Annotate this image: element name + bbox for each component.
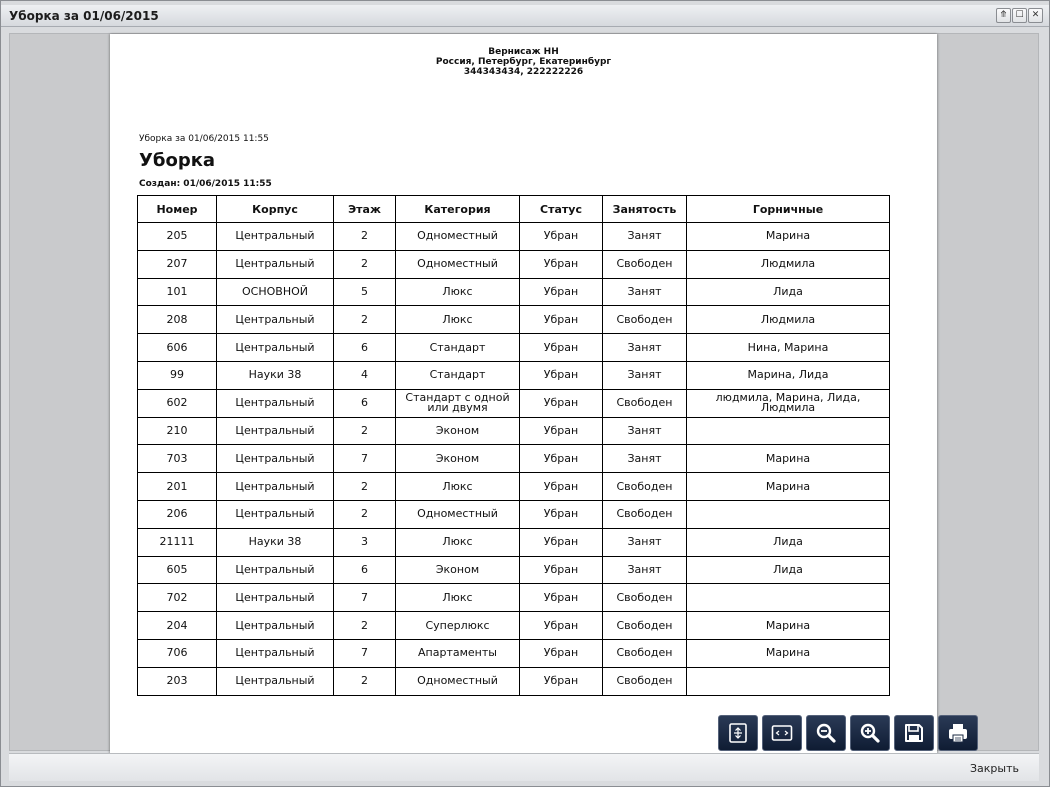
dialog-footer — [9, 753, 1039, 781]
table-row — [138, 278, 890, 306]
table-row — [138, 528, 890, 556]
table-row — [138, 250, 890, 278]
table-cell: Лида — [687, 556, 890, 584]
table-cell: 101 — [138, 278, 217, 306]
viewer-toolbar — [716, 713, 980, 753]
table-cell: Люкс — [396, 278, 520, 306]
title-bar[interactable] — [1, 5, 1049, 27]
table-cell: 5 — [334, 278, 396, 306]
table-cell: Свободен — [603, 306, 687, 334]
close-button[interactable]: Закрыть — [970, 762, 1019, 775]
table-row — [138, 223, 890, 251]
table-cell: 21111 — [138, 528, 217, 556]
table-body — [138, 223, 890, 696]
table-cell: Убран — [520, 556, 603, 584]
table-cell: Центральный — [217, 667, 334, 695]
table-cell: Одноместный — [396, 500, 520, 528]
table-cell: Убран — [520, 667, 603, 695]
table-row — [138, 473, 890, 501]
table-cell: Занят — [603, 556, 687, 584]
table-cell: Свободен — [603, 667, 687, 695]
table-row — [138, 639, 890, 667]
table-cell: Центральный — [217, 306, 334, 334]
table-cell: Нина, Марина — [687, 334, 890, 362]
table-row — [138, 445, 890, 473]
table-cell: 3 — [334, 528, 396, 556]
table-cell: Апартаменты — [396, 639, 520, 667]
table-cell: Центральный — [217, 250, 334, 278]
table-row — [138, 417, 890, 445]
table-cell: 7 — [334, 445, 396, 473]
table-cell: Занят — [603, 223, 687, 251]
zoom-in-icon — [859, 722, 881, 744]
table-cell: 2 — [334, 667, 396, 695]
table-row — [138, 556, 890, 584]
table-cell: Центральный — [217, 334, 334, 362]
print-icon — [947, 722, 969, 744]
table-cell: Стандарт — [396, 361, 520, 389]
window-title: Уборка за 01/06/2015 — [9, 9, 159, 23]
table-cell: Одноместный — [396, 223, 520, 251]
table-cell: Люкс — [396, 584, 520, 612]
table-cell: Эконом — [396, 556, 520, 584]
table-cell: 99 — [138, 361, 217, 389]
table-cell: Марина — [687, 473, 890, 501]
table-cell: Убран — [520, 445, 603, 473]
company-phones: 344343434, 222222226 — [463, 67, 584, 77]
table-cell: Занят — [603, 334, 687, 362]
table-cell: Занят — [603, 445, 687, 473]
table-cell: Центральный — [217, 500, 334, 528]
table-cell: Центральный — [217, 612, 334, 640]
table-cell: 2 — [334, 500, 396, 528]
table-cell: Свободен — [603, 612, 687, 640]
table-row — [138, 667, 890, 695]
table-cell: Лида — [687, 278, 890, 306]
table-cell: 7 — [334, 584, 396, 612]
table-cell: 206 — [138, 500, 217, 528]
zoom-out-button[interactable] — [806, 715, 846, 751]
close-window-button[interactable]: ✕ — [1028, 8, 1043, 23]
table-cell: Центральный — [217, 556, 334, 584]
table-cell: 602 — [138, 389, 217, 417]
table-cell: 6 — [334, 556, 396, 584]
table-cell: Убран — [520, 500, 603, 528]
table-cell: Убран — [520, 306, 603, 334]
table-cell — [687, 417, 890, 445]
fit-page-button[interactable] — [718, 715, 758, 751]
report-title: Уборка — [139, 150, 216, 171]
zoom-in-button[interactable] — [850, 715, 890, 751]
table-cell: Центральный — [217, 417, 334, 445]
column-header: Корпус — [217, 196, 334, 223]
company-name: Вернисаж НН — [488, 47, 559, 57]
table-cell: Занят — [603, 278, 687, 306]
table-cell: 208 — [138, 306, 217, 334]
table-row — [138, 584, 890, 612]
table-cell: Убран — [520, 639, 603, 667]
table-cell: Убран — [520, 250, 603, 278]
table-cell: Центральный — [217, 473, 334, 501]
table-cell: Одноместный — [396, 667, 520, 695]
table-row — [138, 361, 890, 389]
table-cell: Марина — [687, 223, 890, 251]
table-cell: 6 — [334, 389, 396, 417]
company-header — [110, 47, 937, 77]
table-cell: Марина, Лида — [687, 361, 890, 389]
table-cell: 207 — [138, 250, 217, 278]
save-button[interactable] — [894, 715, 934, 751]
table-cell: 702 — [138, 584, 217, 612]
table-cell: 605 — [138, 556, 217, 584]
table-cell: Свободен — [603, 584, 687, 612]
table-cell: 2 — [334, 223, 396, 251]
table-cell: Эконом — [396, 445, 520, 473]
table-cell: 204 — [138, 612, 217, 640]
table-cell: Убран — [520, 223, 603, 251]
table-cell: Убран — [520, 278, 603, 306]
table-cell: Занят — [603, 528, 687, 556]
table-cell: Свободен — [603, 473, 687, 501]
table-cell: 203 — [138, 667, 217, 695]
table-cell: 7 — [334, 639, 396, 667]
table-cell: Марина — [687, 612, 890, 640]
table-cell: Убран — [520, 612, 603, 640]
table-cell: Людмила — [687, 306, 890, 334]
table-cell: Стандарт с одной или двумя — [396, 389, 520, 417]
table-cell: Убран — [520, 528, 603, 556]
table-cell: 210 — [138, 417, 217, 445]
table-cell: Убран — [520, 361, 603, 389]
zoom-out-icon — [815, 722, 837, 744]
fit-width-button[interactable] — [762, 715, 802, 751]
table-cell: Убран — [520, 473, 603, 501]
table-cell: Одноместный — [396, 250, 520, 278]
table-cell: Центральный — [217, 389, 334, 417]
table-cell — [687, 667, 890, 695]
table-cell: Люкс — [396, 473, 520, 501]
table-cell: 2 — [334, 612, 396, 640]
table-cell: Занят — [603, 361, 687, 389]
maximize-button[interactable]: ☐ — [1012, 8, 1027, 23]
table-cell: 703 — [138, 445, 217, 473]
save-icon — [903, 722, 925, 744]
table-cell: Убран — [520, 389, 603, 417]
window-controls — [996, 8, 1043, 23]
report-page — [110, 34, 937, 754]
column-header: Статус — [520, 196, 603, 223]
table-cell: 2 — [334, 417, 396, 445]
table-cell: Свободен — [603, 500, 687, 528]
table-cell: 2 — [334, 473, 396, 501]
column-header: Этаж — [334, 196, 396, 223]
table-cell: 2 — [334, 250, 396, 278]
table-cell: Марина — [687, 639, 890, 667]
table-cell: Люкс — [396, 306, 520, 334]
table-row — [138, 612, 890, 640]
table-row — [138, 500, 890, 528]
table-cell: Суперлюкс — [396, 612, 520, 640]
table-cell: Людмила — [687, 250, 890, 278]
table-cell: Свободен — [603, 389, 687, 417]
table-row — [138, 334, 890, 362]
column-header: Горничные — [687, 196, 890, 223]
table-cell: 606 — [138, 334, 217, 362]
created-date: Создан: 01/06/2015 11:55 — [139, 179, 272, 189]
fit-width-icon — [771, 722, 793, 744]
column-header: Номер — [138, 196, 217, 223]
table-cell: Люкс — [396, 528, 520, 556]
table-cell: Центральный — [217, 223, 334, 251]
table-row — [138, 306, 890, 334]
table-cell: Убран — [520, 334, 603, 362]
table-cell: Занят — [603, 417, 687, 445]
table-cell: Центральный — [217, 445, 334, 473]
company-cities: Россия, Петербург, Екатеринбург — [435, 57, 612, 67]
column-header: Категория — [396, 196, 520, 223]
table-cell: Стандарт — [396, 334, 520, 362]
table-cell: Марина — [687, 445, 890, 473]
table-cell: Свободен — [603, 250, 687, 278]
table-cell — [687, 500, 890, 528]
report-viewer[interactable] — [9, 33, 1039, 751]
table-cell: людмила, Марина, Лида, Людмила — [687, 389, 890, 417]
table-cell: Убран — [520, 417, 603, 445]
column-header: Занятость — [603, 196, 687, 223]
collapse-button[interactable]: ⤊ — [996, 8, 1011, 23]
print-button[interactable] — [938, 715, 978, 751]
report-subtitle: Уборка за 01/06/2015 11:55 — [139, 134, 269, 144]
table-cell: Центральный — [217, 639, 334, 667]
table-cell: Убран — [520, 584, 603, 612]
table-cell: 205 — [138, 223, 217, 251]
table-cell: 201 — [138, 473, 217, 501]
cleaning-table — [137, 195, 890, 696]
table-cell: 2 — [334, 306, 396, 334]
table-row — [138, 389, 890, 417]
table-cell: Науки 38 — [217, 361, 334, 389]
table-cell: Центральный — [217, 584, 334, 612]
table-cell: 706 — [138, 639, 217, 667]
table-cell: Лида — [687, 528, 890, 556]
table-header-row — [138, 196, 890, 223]
table-cell: 4 — [334, 361, 396, 389]
table-cell — [687, 584, 890, 612]
table-cell: Науки 38 — [217, 528, 334, 556]
fit-page-icon — [727, 722, 749, 744]
table-cell: ОСНОВНОЙ — [217, 278, 334, 306]
table-cell: 6 — [334, 334, 396, 362]
table-cell: Эконом — [396, 417, 520, 445]
table-cell: Свободен — [603, 639, 687, 667]
